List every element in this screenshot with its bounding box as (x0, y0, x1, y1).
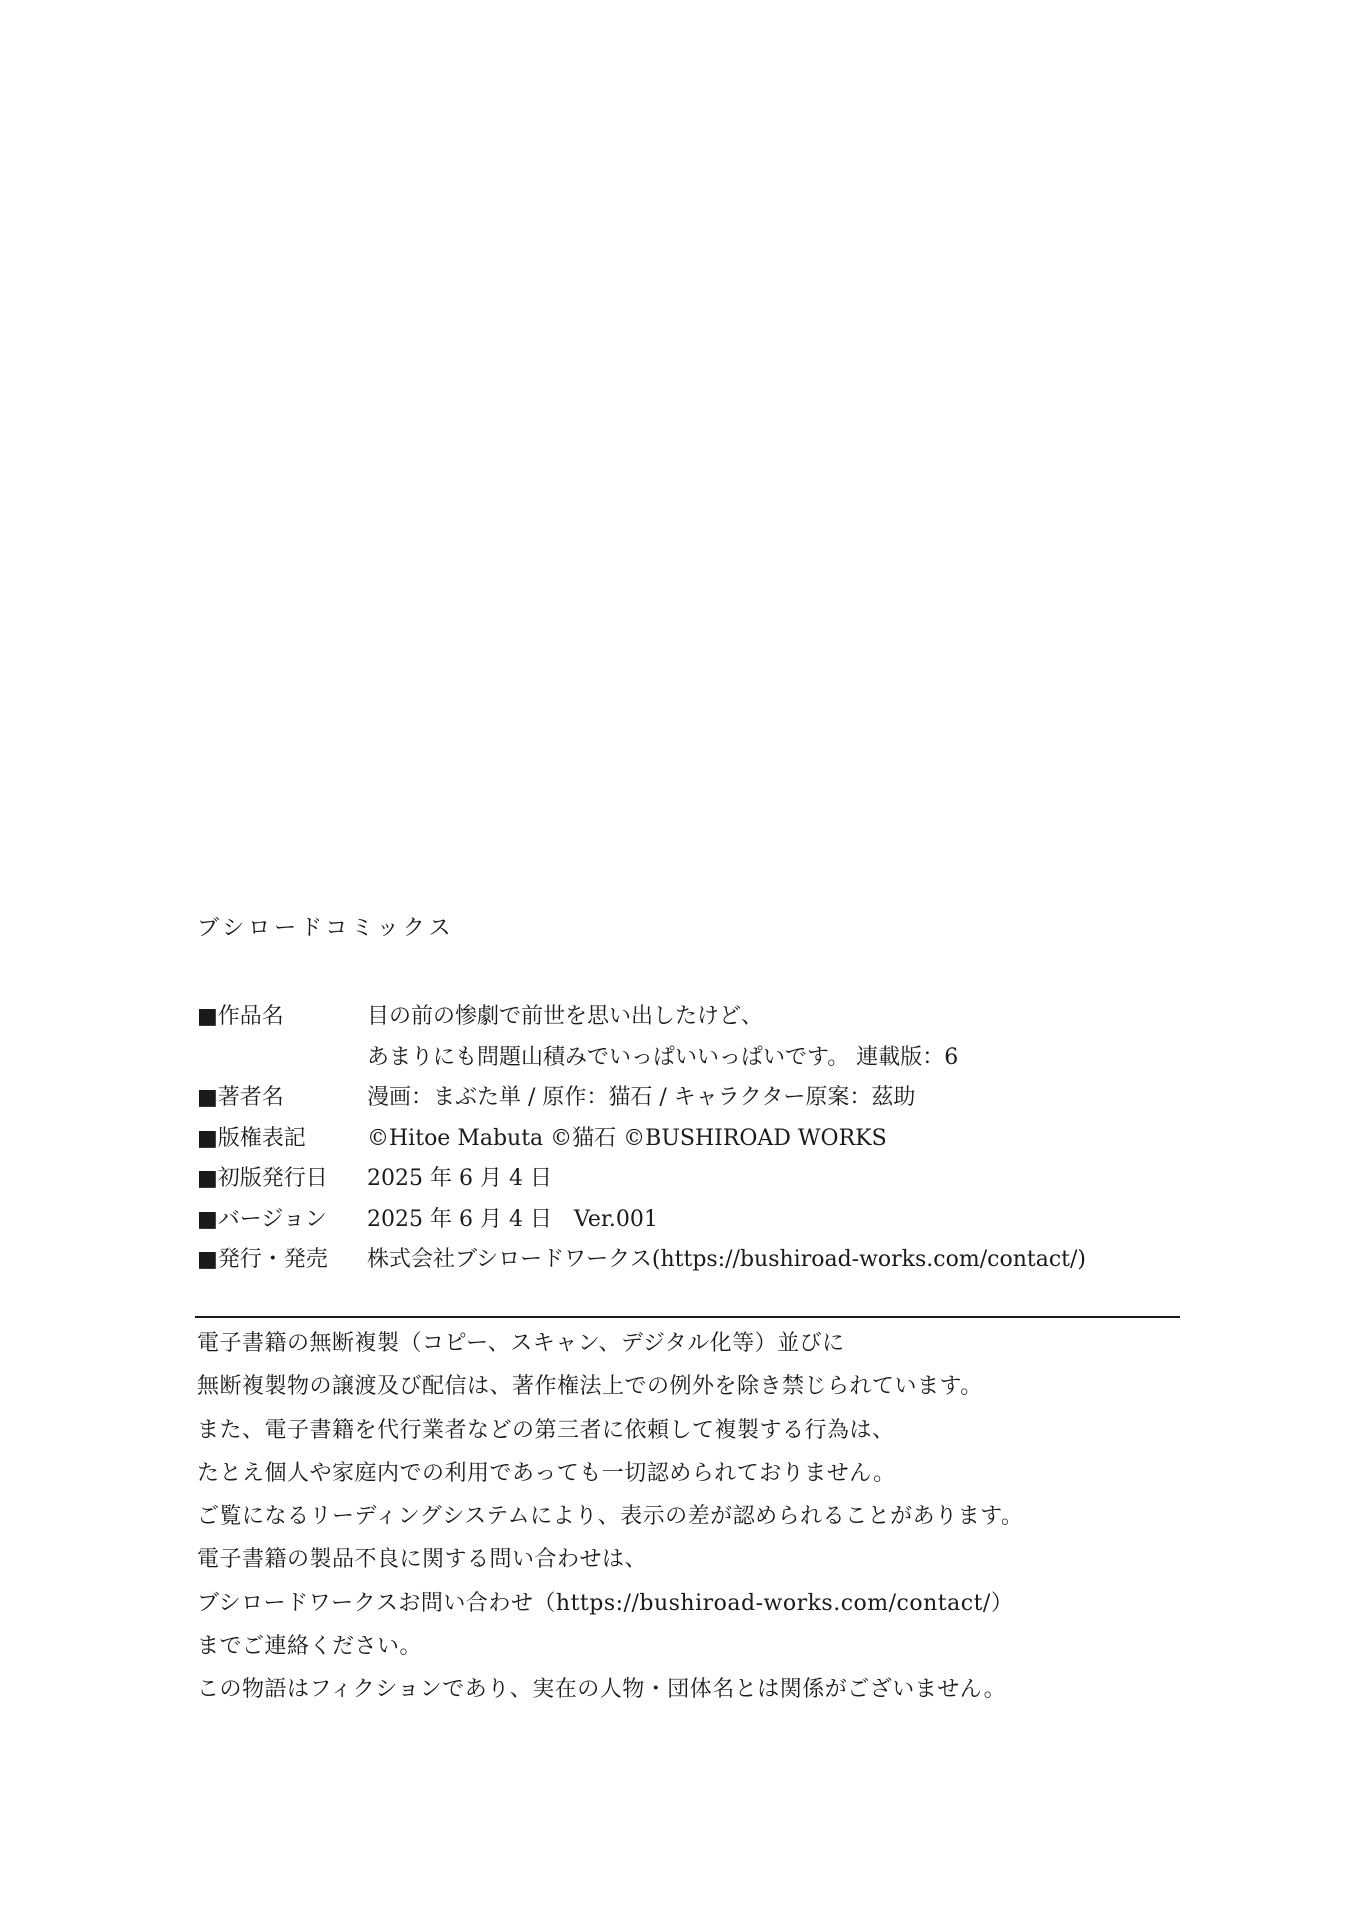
colophon-key: ■作品名 (197, 1004, 284, 1029)
colophon-table (197, 997, 1197, 1281)
imprint-label: ブシロードコミックス (197, 916, 455, 941)
colophon-value: 株式会社ブシロードワークス(https://bushiroad-works.com/contact/) (367, 1247, 1086, 1272)
notice-line: 電子書籍の製品不良に関する問い合わせは、 (197, 1547, 648, 1573)
colophon-value: 目の前の惨劇で前世を思い出したけど、 (367, 1004, 764, 1029)
notice-line: ブシロードワークスお問い合わせ（https://bushiroad-works.com/contact/） (197, 1590, 1014, 1616)
notice-line: たとえ個人や家庭内での利用であっても一切認められておりません。 (197, 1460, 896, 1486)
colophon-value: 2025 年 6 月 4 日 (367, 1166, 552, 1191)
divider-rule (195, 1316, 1180, 1318)
notice-line: 電子書籍の無断複製（コピー、スキャン、デジタル化等）並びに (197, 1331, 845, 1356)
colophon-key: ■版権表記 (197, 1125, 306, 1151)
colophon-row-copyright (197, 1119, 1197, 1160)
colophon-key: ■著者名 (197, 1085, 284, 1110)
colophon-key: ■初版発行日 (197, 1166, 328, 1191)
notice-line: この物語はフィクションであり、実在の人物・団体名とは関係がございません。 (197, 1677, 1007, 1703)
colophon-row-author (197, 1078, 1197, 1119)
legal-notice (197, 1322, 1197, 1712)
colophon-row-title-cont (197, 1038, 1197, 1079)
notice-line: また、電子書籍を代行業者などの第三者に依頼して複製する行為は、 (197, 1417, 895, 1443)
colophon-value: 2025 年 6 月 4 日 Ver.001 (367, 1206, 658, 1232)
notice-line: ご覧になるリーディングシステムにより、表示の差が認められることがあります。 (197, 1504, 1024, 1530)
colophon-value: ©Hitoe Mabuta ©猫石 ©BUSHIROAD WORKS (367, 1125, 887, 1151)
notice-line: 無断複製物の譲渡及び配信は、著作権法上での例外を除き禁じられています。 (197, 1374, 983, 1400)
colophon-row-first-edition (197, 1159, 1197, 1200)
colophon-key: ■発行・発売 (197, 1247, 328, 1272)
colophon-row-title (197, 997, 1197, 1038)
colophon-row-publisher (197, 1240, 1197, 1281)
colophon-row-version (197, 1200, 1197, 1241)
colophon-value: あまりにも問題山積みでいっぱいいっぱいです。 連載版：6 (367, 1044, 959, 1070)
notice-line: までご連絡ください。 (197, 1634, 423, 1660)
colophon-key: ■バージョン (197, 1206, 327, 1232)
colophon-value: 漫画：まぶた単 / 原作：猫石 / キャラクター原案：茲助 (367, 1085, 916, 1110)
